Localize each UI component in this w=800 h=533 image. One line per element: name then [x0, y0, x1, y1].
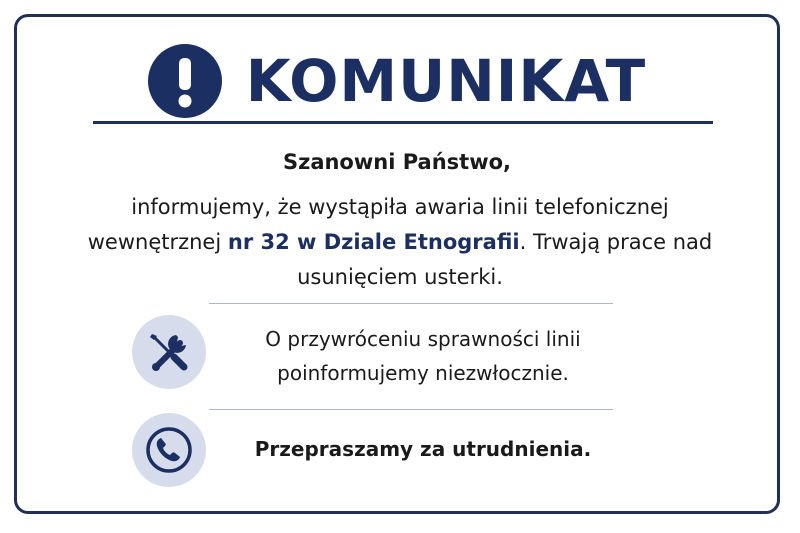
body-text-part2: . Trwają prace nad usunięciem usterki.: [297, 230, 713, 289]
body-highlight: nr 32 w Dziale Etnografii: [227, 230, 520, 254]
apology-text: Przepraszamy za utrudnienia.: [254, 437, 592, 461]
wrench-screwdriver-icon: [132, 315, 206, 389]
notice-title: KOMUNIKAT: [245, 47, 647, 115]
body-text-part1: informujemy, że wystąpiła awaria linii telefonicznej wewnętrznej: [87, 195, 669, 254]
restore-line-1: O przywróceniu sprawności linii: [265, 327, 581, 351]
divider-top: [209, 303, 613, 304]
notice-header: [17, 41, 777, 121]
notice-card: [14, 14, 780, 514]
header-divider: [93, 121, 713, 124]
restore-line-2: poinformujemy niezwłocznie.: [277, 361, 569, 385]
notice-body: [77, 190, 723, 295]
restore-info: [213, 322, 633, 390]
phone-icon: [132, 413, 206, 487]
exclamation-icon: [148, 44, 222, 118]
greeting: Szanowni Państwo,: [282, 150, 512, 174]
divider-bottom: [209, 409, 613, 410]
